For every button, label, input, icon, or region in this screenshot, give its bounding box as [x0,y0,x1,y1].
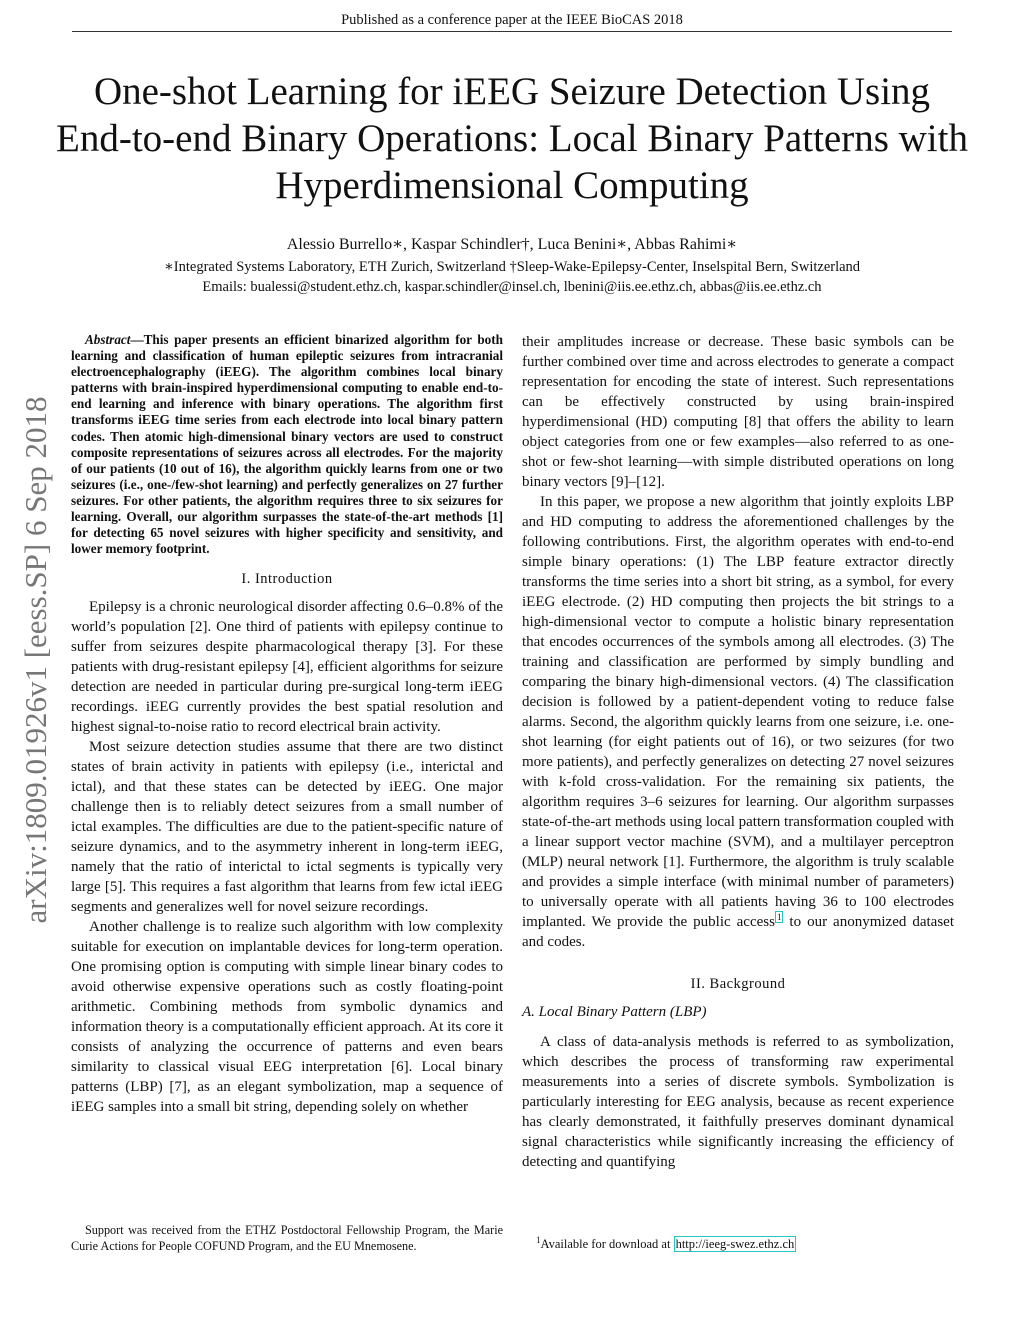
download-link[interactable]: http://ieeg-swez.ethz.ch [675,1237,795,1251]
footnote-mark: 1 [536,1234,541,1245]
emails: Emails: bualessi@student.ethz.ch, kaspar.schindler@insel.ch, lbenini@iis.ee.ethz.ch, abbas@iis.ee.ethz.ch [202,279,822,295]
right-paragraph-2-text: In this paper, we propose a new algorithm that jointly exploits LBP and HD computing to address the aforementioned challenges by the following contributions. First, the algorithm operates with end-to-end simple binary operations: (1) The LBP feature extractor directly transforms the time series into a short bit string, as a symbol, for every iEEG electrode. (2) HD computing then projects the bit strings to a high-dimensional vector to compute a holistic binary representation that encodes occurrences of the symbols among all electrodes. (3) The training and classification are performed by simply bundling and comparing the binary high-dimensional vectors. (4) The classification decision is followed by a patient-dependent voting to reduce false alarms. Second, the algorithm quickly learns from one seizure, i.e. one-shot learning (for eight patients out of 16), or two seizures (for two more patients), and perfectly generalizes on detecting 27 novel seizures with k-fold cross-validation. For the remaining six patients, the algorithm requires 3–6 seizures for learning. Our algorithm surpasses state-of-the-art methods using local pattern transformation coupled with a linear support vector machine (SVM), and a multilayer perceptron (MLP) neural network [1]. Furthermore, the algorithm is truly scalable and provides a simple interface (with minimal number of parameters) to universally operate with all patients having 36 to 100 electrodes implanted. We provide the public access [522,494,954,930]
subsection-lbp-heading: A. Local Binary Pattern (LBP) [522,1004,707,1020]
right-paragraph-2 [522,492,954,952]
right-column [522,332,954,1172]
right-paragraph-2-end: to our anonymized dataset and codes. [522,914,954,950]
footnote-1-link[interactable]: 1 [776,912,782,922]
section-introduction-heading: I. Introduction [241,571,333,588]
paper-title: One-shot Learning for iEEG Seizure Detection Using End-to-end Binary Operations: Local Binary Patterns with Hyperdimensional Computing [56,70,968,207]
abstract-lead: Abstract [85,332,131,347]
affiliations: ∗Integrated Systems Laboratory, ETH Zurich, Switzerland †Sleep-Wake-Epilepsy-Center, Inselspital Bern, Switzerland [163,259,861,275]
funding-footnote: Support was received from the ETHZ Postdoctoral Fellowship Program, the Marie Curie Actions for People COFUND Program, and the EU Mnemosene. [71,1223,503,1253]
abstract [71,332,503,557]
right-paragraph-1: their amplitudes increase or decrease. These basic symbols can be further combined over time and across electrodes to generate a compact representation for encoding the state of interest. Such representations can be effectively constructed by using brain-inspired hyperdimensional (HD) computing [8] that offers the ability to learn object categories from one or few examples—also referred to as one-shot or few-shot learning—with simple distributed operations on long binary vectors [9]–[12]. [522,334,954,490]
intro-paragraph-1: Epilepsy is a chronic neurological disorder affecting 0.6–0.8% of the world’s population [2]. One third of patients with epilepsy continue to suffer from seizures despite pharmacological therapy [3]. For these patients with drug-resistant epilepsy [4], efficient algorithms for seizure detection are needed in particular during pre-surgical long-term iEEG recordings. iEEG currently provides the best spatial resolution and highest signal-to-noise ratio to record electrical brain activity. [71,599,503,736]
intro-paragraph-3: Another challenge is to realize such algorithm with low complexity suitable for execution on implantable devices for long-term operation. One promising option is computing with simple linear binary codes to avoid otherwise expensive operations such as costly floating-point arithmetic. Combining methods from symbolic dynamics and information theory is a computationally efficient approach. At its core it consists of analyzing the occurrence of patterns and even bears similarity to classical visual EEG interpretation [6]. Local binary patterns (LBP) [7], as an elegant symbolization, map a sequence of iEEG samples into a small bit string, depending solely on whether [71,919,503,1116]
download-footnote [522,1236,954,1252]
intro-paragraph-2: Most seizure detection studies assume that there are two distinct states of brain activity in patients with epilepsy (i.e., interictal and ictal), and that these states can be detected by iEEG. One major challenge then is to reliably detect seizures from a small number of ictal examples. The difficulties are due to the patient-specific nature of seizure dynamics, and to the asymmetry inherent in long-term iEEG, namely that the ratio of interictal to ictal segments is typically very large [5]. This requires a fast algorithm that learns from few ictal iEEG segments and generalizes well for novel seizure recordings. [71,739,503,916]
conference-header: Published as a conference paper at the IEEE BioCAS 2018 [72,10,952,32]
abstract-text: —This paper presents an efficient binarized algorithm for both learning and classification of human epileptic seizures from intracranial electroencephalography (iEEG). The algorithm combines local binary patterns with brain-inspired hyperdimensional computing to enable end-to-end learning and inference with binary operations. The algorithm first transforms iEEG time series from each electrode into local binary pattern codes. Then atomic high-dimensional binary vectors are used to construct composite representations of seizures across all electrodes. For the majority of our patients (10 out of 16), the algorithm quickly learns from one or two seizures (i.e., one-/few-shot learning) and perfectly generalizes on 27 further seizures. For other patients, the algorithm requires three to six seizures for learning. Overall, our algorithm surpasses the state-of-the-art methods [1] for detecting 65 novel seizures with higher specificity and sensitivity, and lower memory footprint. [71,332,503,557]
footnote-text: Available for download at [540,1237,674,1251]
background-paragraph-1: A class of data-analysis methods is referred to as symbolization, which describes the process of transforming raw experimental measurements into a series of discrete symbols. Symbolization is particularly interesting for EEG analysis, because as recent experience has clearly demonstrated, it faithfully preserves dominant dynamical signal characteristics while significantly increasing the efficiency of detecting and quantifying [522,1034,954,1170]
left-column [71,332,503,1117]
author-list: Alessio Burrello∗, Kaspar Schindler†, Luca Benini∗, Abbas Rahimi∗ [286,236,738,253]
arxiv-stamp: arXiv:1809.01926v1 [eess.SP] 6 Sep 2018 [18,396,53,924]
section-background-heading: II. Background [690,976,786,992]
